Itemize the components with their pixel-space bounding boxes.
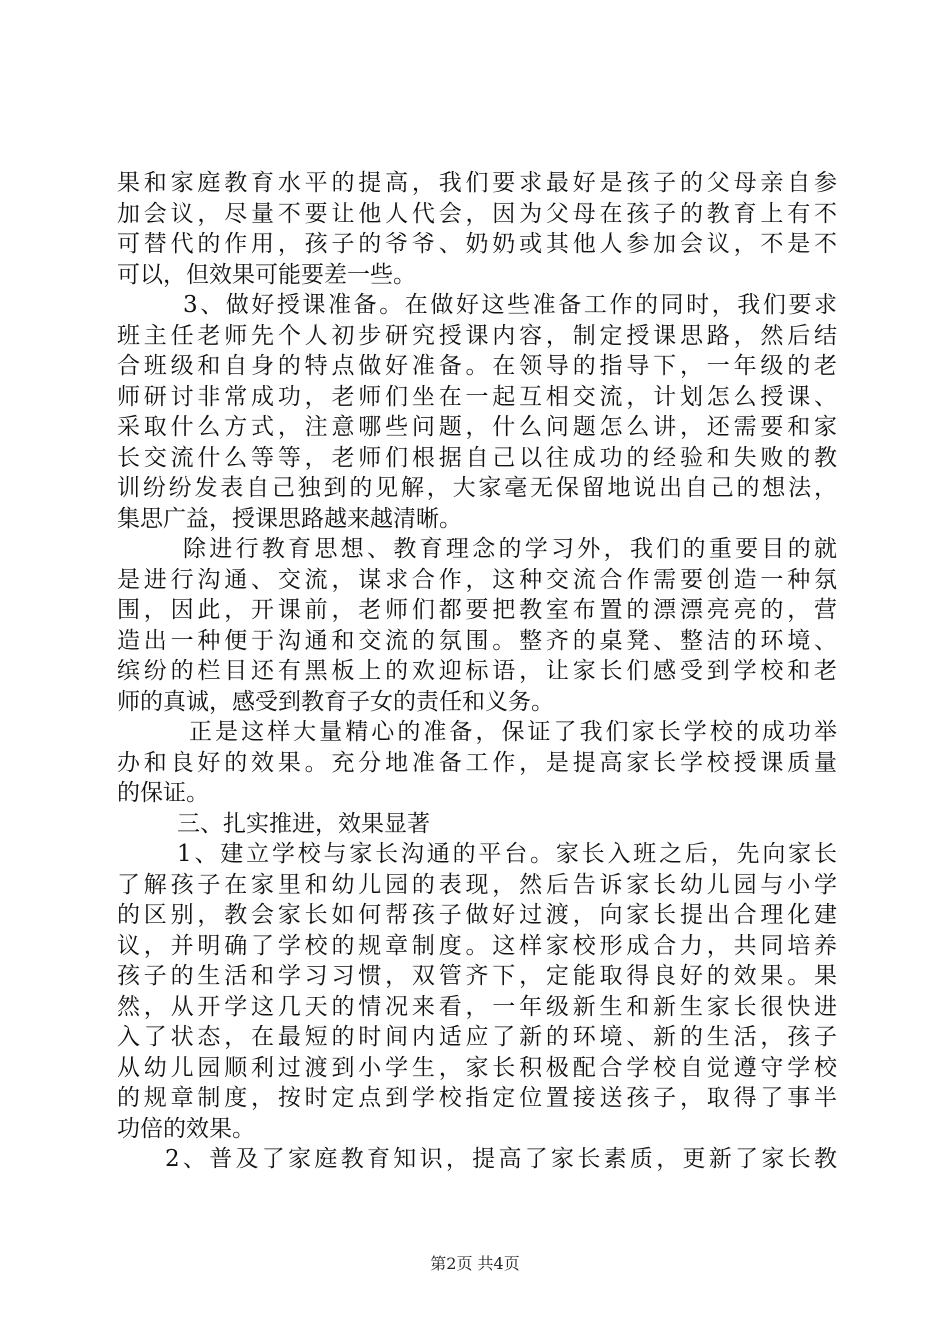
text-line: 办和良好的效果。充分地准备工作，是提高家长学校授课质量 (117, 749, 837, 776)
text-line: 加会议，尽量不要让他人代会，因为父母在孩子的教育上有不 (117, 200, 837, 227)
text-line: 除进行教育思想、教育理念的学习外，我们的重要目的就 (183, 536, 837, 562)
text-line: 然，从开学这几天的情况来看，一年级新生和新生家长很快进 (117, 993, 837, 1020)
text-line: 入了状态，在最短的时间内适应了新的环境、新的生活，孩子 (117, 1024, 837, 1050)
text-line: 的保证。 (117, 780, 209, 806)
text-line: 围，因此，开课前，老师们都要把教室布置的漂漂亮亮的，营 (117, 597, 837, 623)
text-line: 训纷纷发表自己独到的见解，大家毫无保留地说出自己的想法， (117, 475, 837, 501)
text-line: 合班级和自身的特点做好准备。在领导的指导下，一年级的老 (117, 353, 837, 379)
text-line: 缤纷的栏目还有黑板上的欢迎标语，让家长们感受到学校和老 (117, 658, 837, 684)
text-line: 班主任老师先个人初步研究授课内容，制定授课思路，然后结 (117, 322, 837, 349)
text-line: 从幼儿园顺利过渡到小学生，家长积极配合学校自觉遵守学校 (117, 1054, 837, 1081)
text-line: 是进行沟通、交流，谋求合作，这种交流合作需要创造一种氛 (117, 566, 837, 593)
text-line: 师的真诚，感受到教育子女的责任和义务。 (117, 688, 554, 715)
text-line: 造出一种便于沟通和交流的氛围。整齐的桌凳、整洁的环境、 (117, 627, 837, 654)
text-line: 的规章制度，按时定点到学校指定位置接送孩子，取得了事半 (117, 1085, 837, 1111)
text-line: 了解孩子在家里和幼儿园的表现，然后告诉家长幼儿园与小学 (117, 871, 837, 898)
text-line: 1、建立学校与家长沟通的平台。家长入班之后，先向家长 (177, 841, 837, 867)
page-footer: 第2页 共4页 (430, 1254, 520, 1273)
section-heading: 三、扎实推进，效果显著 (177, 810, 430, 837)
text-line: 2、普及了家庭教育知识，提高了家长素质，更新了家长教 (165, 1146, 837, 1172)
document-body (117, 168, 837, 1175)
text-line: 长交流什么等等，老师们根据自己以往成功的经验和失败的教 (117, 444, 837, 471)
text-line: 的区别，教会家长如何帮孩子做好过渡，向家长提出合理化建 (117, 902, 837, 928)
text-line: 功倍的效果。 (117, 1115, 255, 1142)
text-line: 可以，但效果可能要差一些。 (117, 261, 416, 288)
text-line: 采取什么方式，注意哪些问题，什么问题怎么讲，还需要和家 (117, 414, 837, 440)
text-line: 可替代的作用，孩子的爷爷、奶奶或其他人参加会议，不是不 (117, 231, 837, 257)
text-line: 正是这样大量精心的准备，保证了我们家长学校的成功举 (189, 719, 837, 745)
text-line: 3、做好授课准备。在做好这些准备工作的同时，我们要求 (183, 292, 837, 318)
text-line: 师研讨非常成功，老师们坐在一起互相交流，计划怎么授课、 (117, 383, 837, 410)
text-line: 果和家庭教育水平的提高，我们要求最好是孩子的父母亲自参 (117, 170, 837, 196)
text-line: 议，并明确了学校的规章制度。这样家校形成合力，共同培养 (117, 932, 837, 959)
text-line: 孩子的生活和学习习惯，双管齐下，定能取得良好的效果。果 (117, 963, 837, 989)
text-line: 集思广益，授课思路越来越清晰。 (117, 505, 462, 532)
